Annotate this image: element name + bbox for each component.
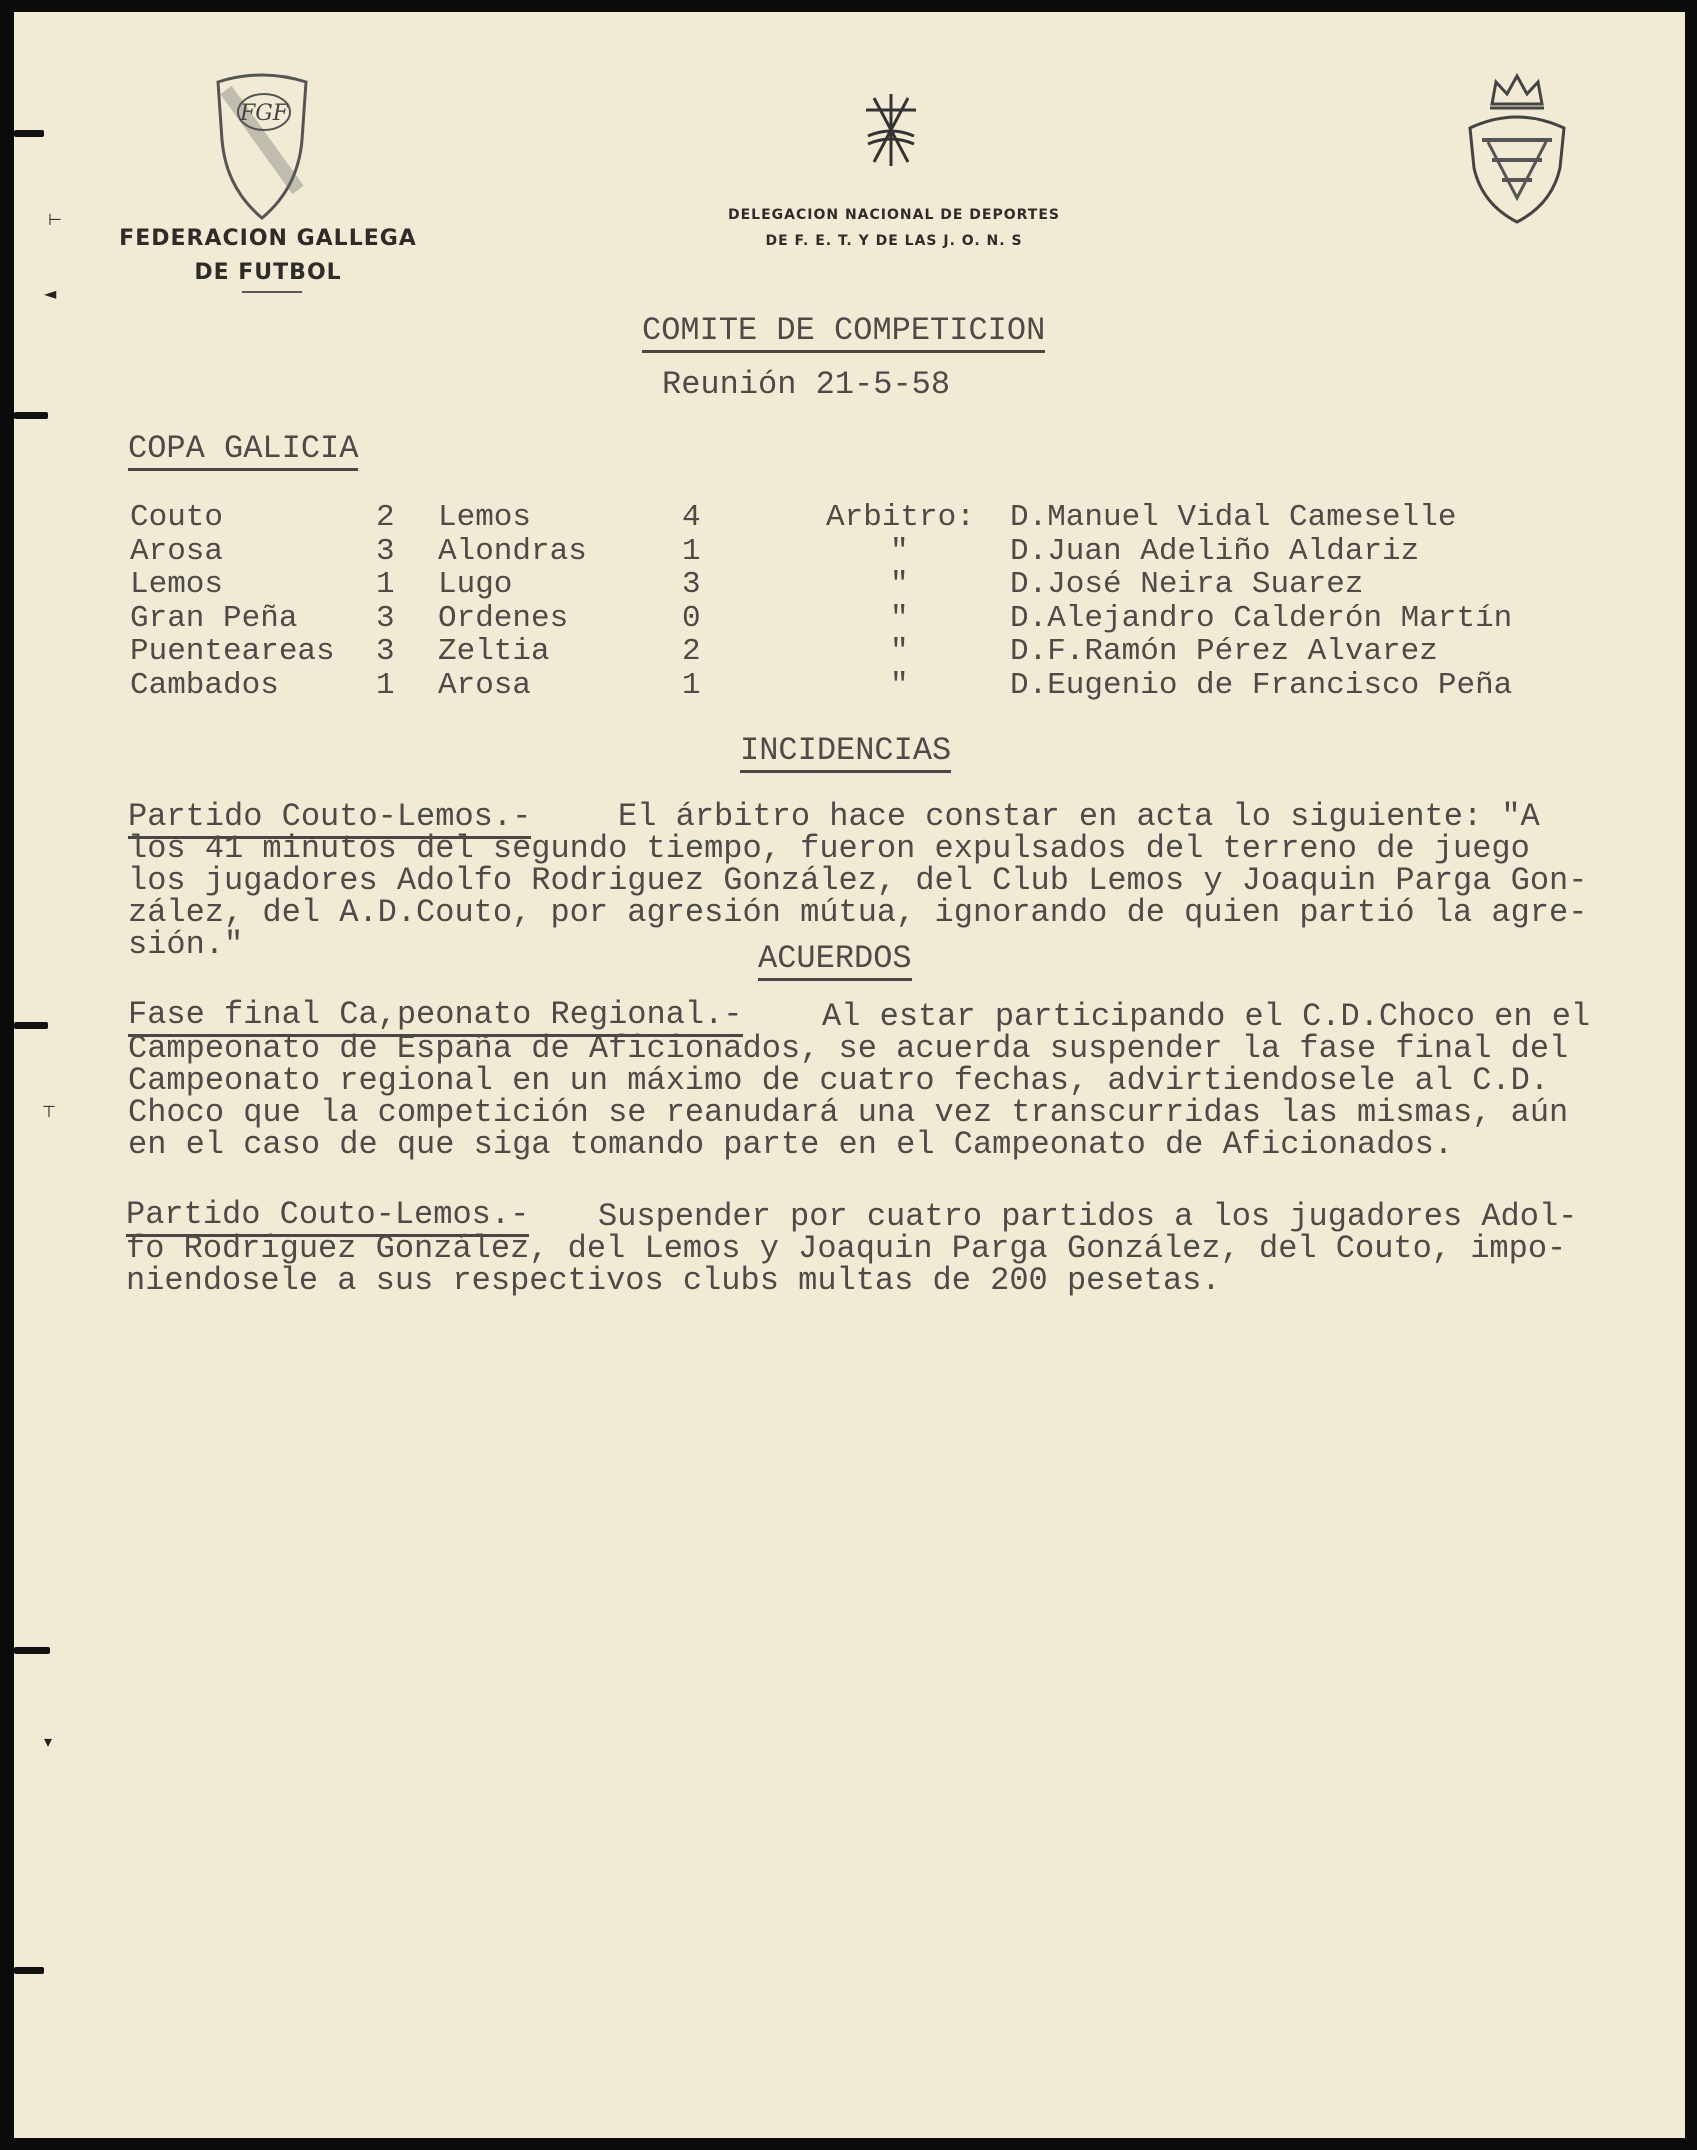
match-row [14, 500, 1685, 534]
away-score: 0 [682, 601, 701, 636]
acuerdo-1-subject: Fase final Ca,peonato Regional.- [128, 998, 743, 1037]
home-team: Gran Peña [130, 601, 298, 636]
acuerdo-1-line: Al estar participando el C.D.Choco en el [822, 998, 1591, 1035]
match-row [14, 634, 1685, 668]
binding-mark [14, 1967, 44, 1974]
acuerdo-1-line: en el caso de que siga tomando parte en el Campeonato de Aficionados. [128, 1126, 1454, 1163]
referee-label: " [890, 634, 909, 669]
meeting-date: Reunión 21-5-58 [662, 366, 951, 403]
referee-label: " [890, 668, 909, 703]
binding-mark [14, 1022, 48, 1029]
referee-label: " [890, 567, 909, 602]
home-score: 1 [376, 668, 395, 703]
yoke-arrows-icon [860, 90, 922, 170]
home-score: 3 [376, 534, 395, 569]
away-team: Ordenes [438, 601, 569, 636]
away-team: Lugo [438, 567, 513, 602]
home-score: 1 [376, 567, 395, 602]
referee-label: " [890, 601, 909, 636]
margin-tick: ⊢ [48, 210, 62, 229]
referee-label: Arbitro: [826, 500, 975, 535]
acuerdo-2-line: Suspender por cuatro partidos a los jugadores Adol- [598, 1198, 1578, 1235]
home-team: Arosa [130, 534, 224, 569]
home-team: Puenteareas [130, 634, 335, 669]
home-team: Cambados [130, 668, 279, 703]
margin-tick: ⊤ [42, 1102, 56, 1121]
incidencias-line: zález, del A.D.Couto, por agresión mútua, ignorando de quien partió la agre- [128, 894, 1588, 931]
document-page [14, 12, 1685, 2138]
document-title: COMITE DE COMPETICION [642, 314, 1045, 353]
incidencias-subject: Partido Couto-Lemos.- [128, 800, 531, 839]
away-score: 1 [682, 534, 701, 569]
section-cup-heading: COPA GALICIA [128, 432, 358, 471]
away-team: Lemos [438, 500, 532, 535]
home-score: 3 [376, 601, 395, 636]
referee-name: D.Juan Adeliño Aldariz [1010, 534, 1420, 569]
margin-tick: ▾ [44, 1732, 53, 1751]
away-team: Alondras [438, 534, 587, 569]
referee-name: D.Alejandro Calderón Martín [1010, 601, 1513, 636]
incidencias-line: El árbitro hace constar en acta lo siguiente: "A [618, 798, 1540, 835]
match-row [14, 567, 1685, 601]
acuerdo-2-subject: Partido Couto-Lemos.- [126, 1198, 529, 1237]
delegation-line-2: DE F. E. T. Y DE LAS J. O. N. S [765, 233, 1023, 249]
home-score: 3 [376, 634, 395, 669]
referee-name: D.Manuel Vidal Cameselle [1010, 500, 1457, 535]
binding-mark [14, 412, 48, 419]
home-team: Lemos [130, 567, 224, 602]
away-score: 1 [682, 668, 701, 703]
match-row [14, 668, 1685, 702]
federation-name [118, 222, 418, 290]
acuerdo-1-line: Campeonato regional en un máximo de cuatro fechas, advirtiendosele al C.D. [128, 1062, 1550, 1099]
referee-name: D.F.Ramón Pérez Alvarez [1010, 634, 1438, 669]
header-divider [242, 291, 302, 293]
svg-text:FGF: FGF [239, 101, 289, 126]
acuerdo-1-line: Campeonato de España de Aficionados, se acuerda suspender la fase final del [128, 1030, 1569, 1067]
acuerdo-1-line: Choco que la competición se reanudará una vez transcurridas las mismas, aún [128, 1094, 1569, 1131]
delegation-line-1: DELEGACION NACIONAL DE DEPORTES [727, 207, 1060, 223]
home-score: 2 [376, 500, 395, 535]
away-team: Arosa [438, 668, 532, 703]
federation-line-2: DE FUTBOL [194, 260, 342, 285]
away-score: 4 [682, 500, 701, 535]
acuerdo-2-line: fo Rodriguez González, del Lemos y Joaquin Parga González, del Couto, impo- [126, 1230, 1567, 1267]
match-row [14, 534, 1685, 568]
referee-name: D.Eugenio de Francisco Peña [1010, 668, 1513, 703]
crowned-crest-icon [1462, 68, 1572, 226]
home-team: Couto [130, 500, 224, 535]
margin-tick: ◄ [44, 284, 57, 303]
referee-name: D.José Neira Suarez [1010, 567, 1364, 602]
incidencias-line: los jugadores Adolfo Rodriguez González, del Club Lemos y Joaquin Parga Gon- [128, 862, 1588, 899]
acuerdos-heading: ACUERDOS [758, 942, 912, 981]
incidencias-heading: INCIDENCIAS [740, 734, 951, 773]
referee-label: " [890, 534, 909, 569]
binding-mark [14, 1647, 50, 1654]
federation-line-1: FEDERACION GALLEGA [119, 226, 417, 251]
acuerdo-2-line: niendosele a sus respectivos clubs multas de 200 pesetas. [126, 1262, 1221, 1299]
away-team: Zeltia [438, 634, 550, 669]
incidencias-line: sión." [128, 926, 244, 963]
incidencias-line: los 41 minutos del segundo tiempo, fueron expulsados del terreno de juego [128, 830, 1530, 867]
federation-shield-icon [212, 70, 312, 222]
away-score: 2 [682, 634, 701, 669]
delegation-name [704, 202, 1084, 254]
binding-mark [14, 130, 44, 137]
away-score: 3 [682, 567, 701, 602]
match-row [14, 601, 1685, 635]
